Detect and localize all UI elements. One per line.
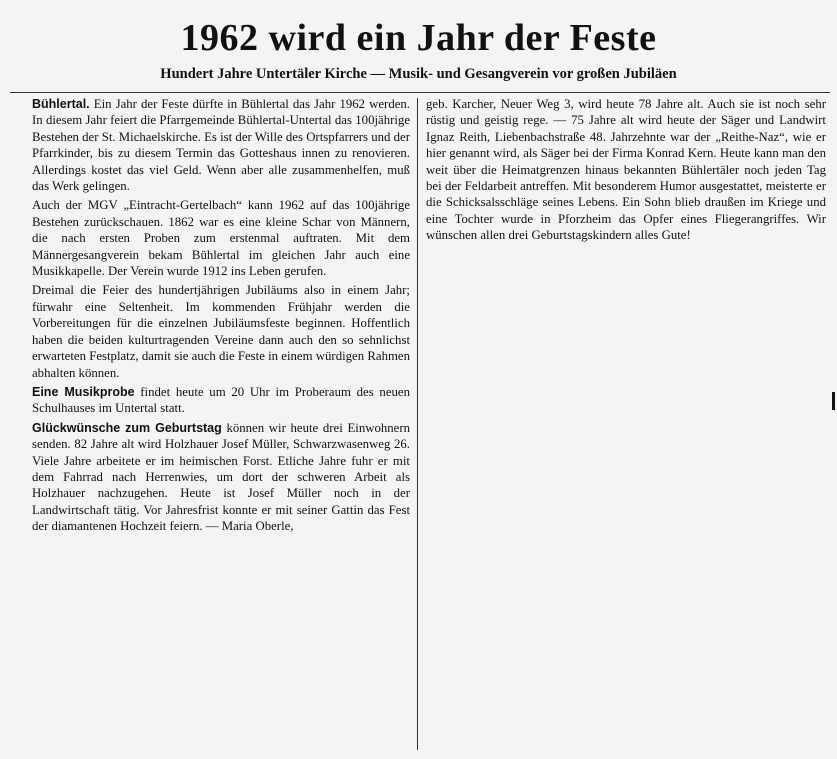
top-rule — [10, 92, 830, 93]
dateline: Bühlertal. — [32, 97, 90, 111]
paragraph-mgv: Auch der MGV „Eintracht-Gertelbach“ kann 1962 auf das 100jährige Bestehen zurückschauen. 1862 war es eine kleine Schar von Männern, die nach ersten Proben zum erstenmal auftraten. Mit dem Männergesangverein bekam Bühlertal im gleichen Jahr auch eine Musikkapelle. Der Verein wurde 1912 ins Leben gerufen. — [32, 198, 410, 279]
headline: 1962 wird ein Jahr der Feste — [180, 17, 657, 59]
paragraph-birthdays — [32, 420, 410, 535]
right-column — [426, 96, 826, 247]
paragraph-intro-text: Ein Jahr der Feste dürfte in Bühlertal das Jahr 1962 werden. In diesem Jahr feiert die Pfarrgemeinde Bühlertal-Untertal das 100jährige Bestehen der St. Michaelskirche. Es ist der Wille des Ortspfarrers und der Pfarrkinder, bis zu diesem Termin das Gotteshaus innen zu renovieren. Allerdings kostet das viel Geld. Wenn aber alle zusammenhelfen, muß das Werk gelingen. — [32, 97, 410, 194]
column-divider — [417, 98, 418, 750]
scan-edge-mark — [832, 392, 835, 410]
birthdays-lead: Glückwünsche zum Geburtstag — [32, 420, 222, 435]
birthdays-text: können wir heute drei Einwohnern senden. 82 Jahre alt wird Holzhauer Josef Müller, Schwarzwasenweg 26. Viele Jahre arbeitete er im heimischen Forst. Etliche Jahre fuhr er mit dem Fahrrad nach Herrenwies, um dort der schweren Arbeit als Holzhauer nachzugehen. Heute ist Josef Müller noch in der Landwirtschaft tätig. Vor Jahresfrist konnte er mit seiner Gattin das Fest der diamantenen Hochzeit feiern. — Maria Oberle, — [32, 420, 411, 534]
music-rehearsal-lead: Eine Musikprobe — [32, 384, 135, 399]
paragraph-birthdays-continued: geb. Karcher, Neuer Weg 3, wird heute 78 Jahre alt. Auch sie ist noch sehr rüstig und geistig rege. — 75 Jahre alt wird heute der Säger und Landwirt Ignaz Reith, Liebenbachstraße 48. Jahrzehnte war der „Reithe-Naz“, wie er hier genannt wird, als Säger bei der Firma Konrad Kern. Heute kann man den weit über die Heimatgrenzen hinaus bekannten Bühlertäler noch jeden Tag bei der Feldarbeit antreffen. Mit besonderem Humor ausgestattet, meisterte er die Schicksalsschläge seines Lebens. Ein Sohn blieb draußen im Kriege und eine Tochter wurde in Pforzheim das Opfer eines Fliegerangriffes. Wir wünschen allen drei Geburtstagskindern alles Gute! — [426, 97, 826, 243]
paragraph-music-rehearsal — [32, 384, 410, 417]
paragraph-jubilee: Dreimal die Feier des hundertjährigen Jubiläums also in einem Jahr; fürwahr eine Seltenheit. Im kommenden Frühjahr werden die Vorbereitungen für die einzelnen Jubiläumsfeste beginnen. Hoffentlich haben die beiden kulturtragenden Vereine dann auch den so sehnlichst erwarteten Festplatz, damit sie auch die Feste in einem würdigen Rahmen abhalten können. — [32, 283, 410, 380]
music-rehearsal-text: findet heute um 20 Uhr im Proberaum des neuen Schulhauses im Untertal statt. — [32, 384, 410, 416]
left-column — [32, 96, 410, 538]
paragraph-intro — [32, 96, 410, 194]
subheadline: Hundert Jahre Untertäler Kirche — Musik- und Gesangverein vor großen Jubiläen — [160, 66, 677, 82]
